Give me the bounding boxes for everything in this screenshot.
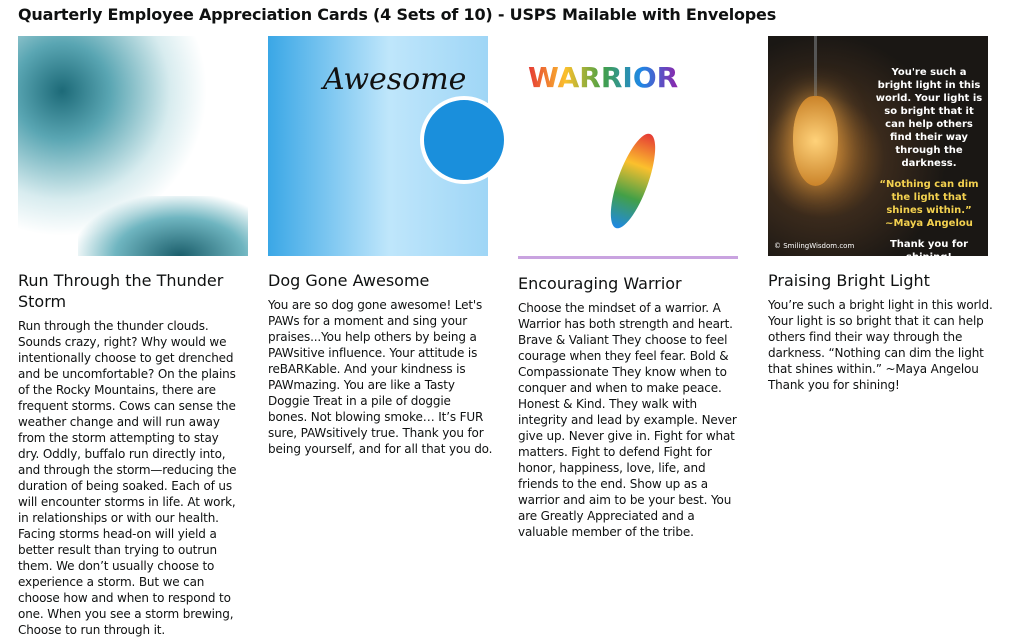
card-image-bright-light[interactable]: [768, 36, 988, 263]
feather-icon: [602, 129, 664, 233]
card-title: Run Through the Thunder Storm: [18, 271, 224, 311]
card-title: Praising Bright Light: [768, 271, 930, 290]
card-description: Choose the mindset of a warrior. A Warrior has both strength and heart. Brave & Valiant They choose to feel courage when they feel fear. Bold & Compassionate They know when to conquer and when to make peace. Honest & Kind. They walk with integrity and lead by example. Never give up. Never give in. Fight for what matters. Fight to defend Fight for honor, happiness, love, life, and friends to the end. Show up as a warrior and aim to be your best. You are Greatly Appreciated and a valuable member of the tribe.: [518, 301, 737, 539]
card-description: Run through the thunder clouds. Sounds crazy, right? Why would we intentionally choose to get drenched and be uncomfortable? On the plains of the Rocky Mountains, there are frequent storms. Cows can sense the weather change and will run away from the storm attempting to stay dry. Oddly, buffalo run directly into, and through the storm—reducing the duration of being soaked. Each of us will encounter storms in life. At work, in relationships or with our health. Facing storms head-on will yield a better result than trying to outrun them. We don’t usually choose to experience a storm. But we can choose how and when to respond to one. When you see a storm brewing, Choose to run through it.: [18, 319, 237, 637]
page-title: Quarterly Employee Appreciation Cards (4 Sets of 10) - USPS Mailable with Envelopes: [18, 5, 777, 24]
product-card: [18, 36, 243, 638]
product-card: [268, 36, 493, 457]
image-quote-text: You're such a bright light in this world. Your light is so bright that it can help others find their way through the darkness.: [875, 67, 983, 169]
light-bulb-icon: [793, 96, 838, 186]
card-title: Dog Gone Awesome: [268, 271, 430, 290]
image-headline: WARRIOR: [528, 61, 679, 94]
image-quote-angelou: “Nothing can dim the light that shines within.” ~Maya Angelou: [879, 179, 979, 229]
card-image-thunder-storm[interactable]: [18, 36, 238, 256]
image-quote: [874, 66, 984, 264]
product-card: [768, 36, 993, 393]
card-image-encouraging-warrior[interactable]: [518, 36, 738, 259]
image-watermark: © SmilingWisdom.com: [774, 242, 855, 250]
card-description: You’re such a bright light in this world. Your light is so bright that it can help others find their way through the darkness. “Nothing can dim the light that shines within.” ~Maya Angelou Thank you for shining!: [768, 298, 993, 392]
card-description: You are so dog gone awesome! Let's PAWs for a moment and sing your praises...You help others by being a PAWsitive influence. Your attitude is reBARKable. And your kindness is PAWmazing. You are like a Tasty Doggie Treat in a pile of doggie bones. Not blowing smoke… It’s FUR sure, PAWsitively true. Thank you for being yourself, and for all that you do.: [268, 298, 493, 456]
product-card: [518, 36, 743, 540]
thank-you-circle-graphic: [420, 96, 508, 184]
card-title: Encouraging Warrior: [518, 274, 682, 293]
storm-cloud-graphic: [78, 196, 248, 256]
bulb-cord: [814, 36, 817, 96]
image-headline: Awesome: [323, 62, 467, 97]
card-image-dog-gone-awesome[interactable]: [268, 36, 488, 256]
image-thanks: Thank you for shining!: [889, 239, 969, 263]
